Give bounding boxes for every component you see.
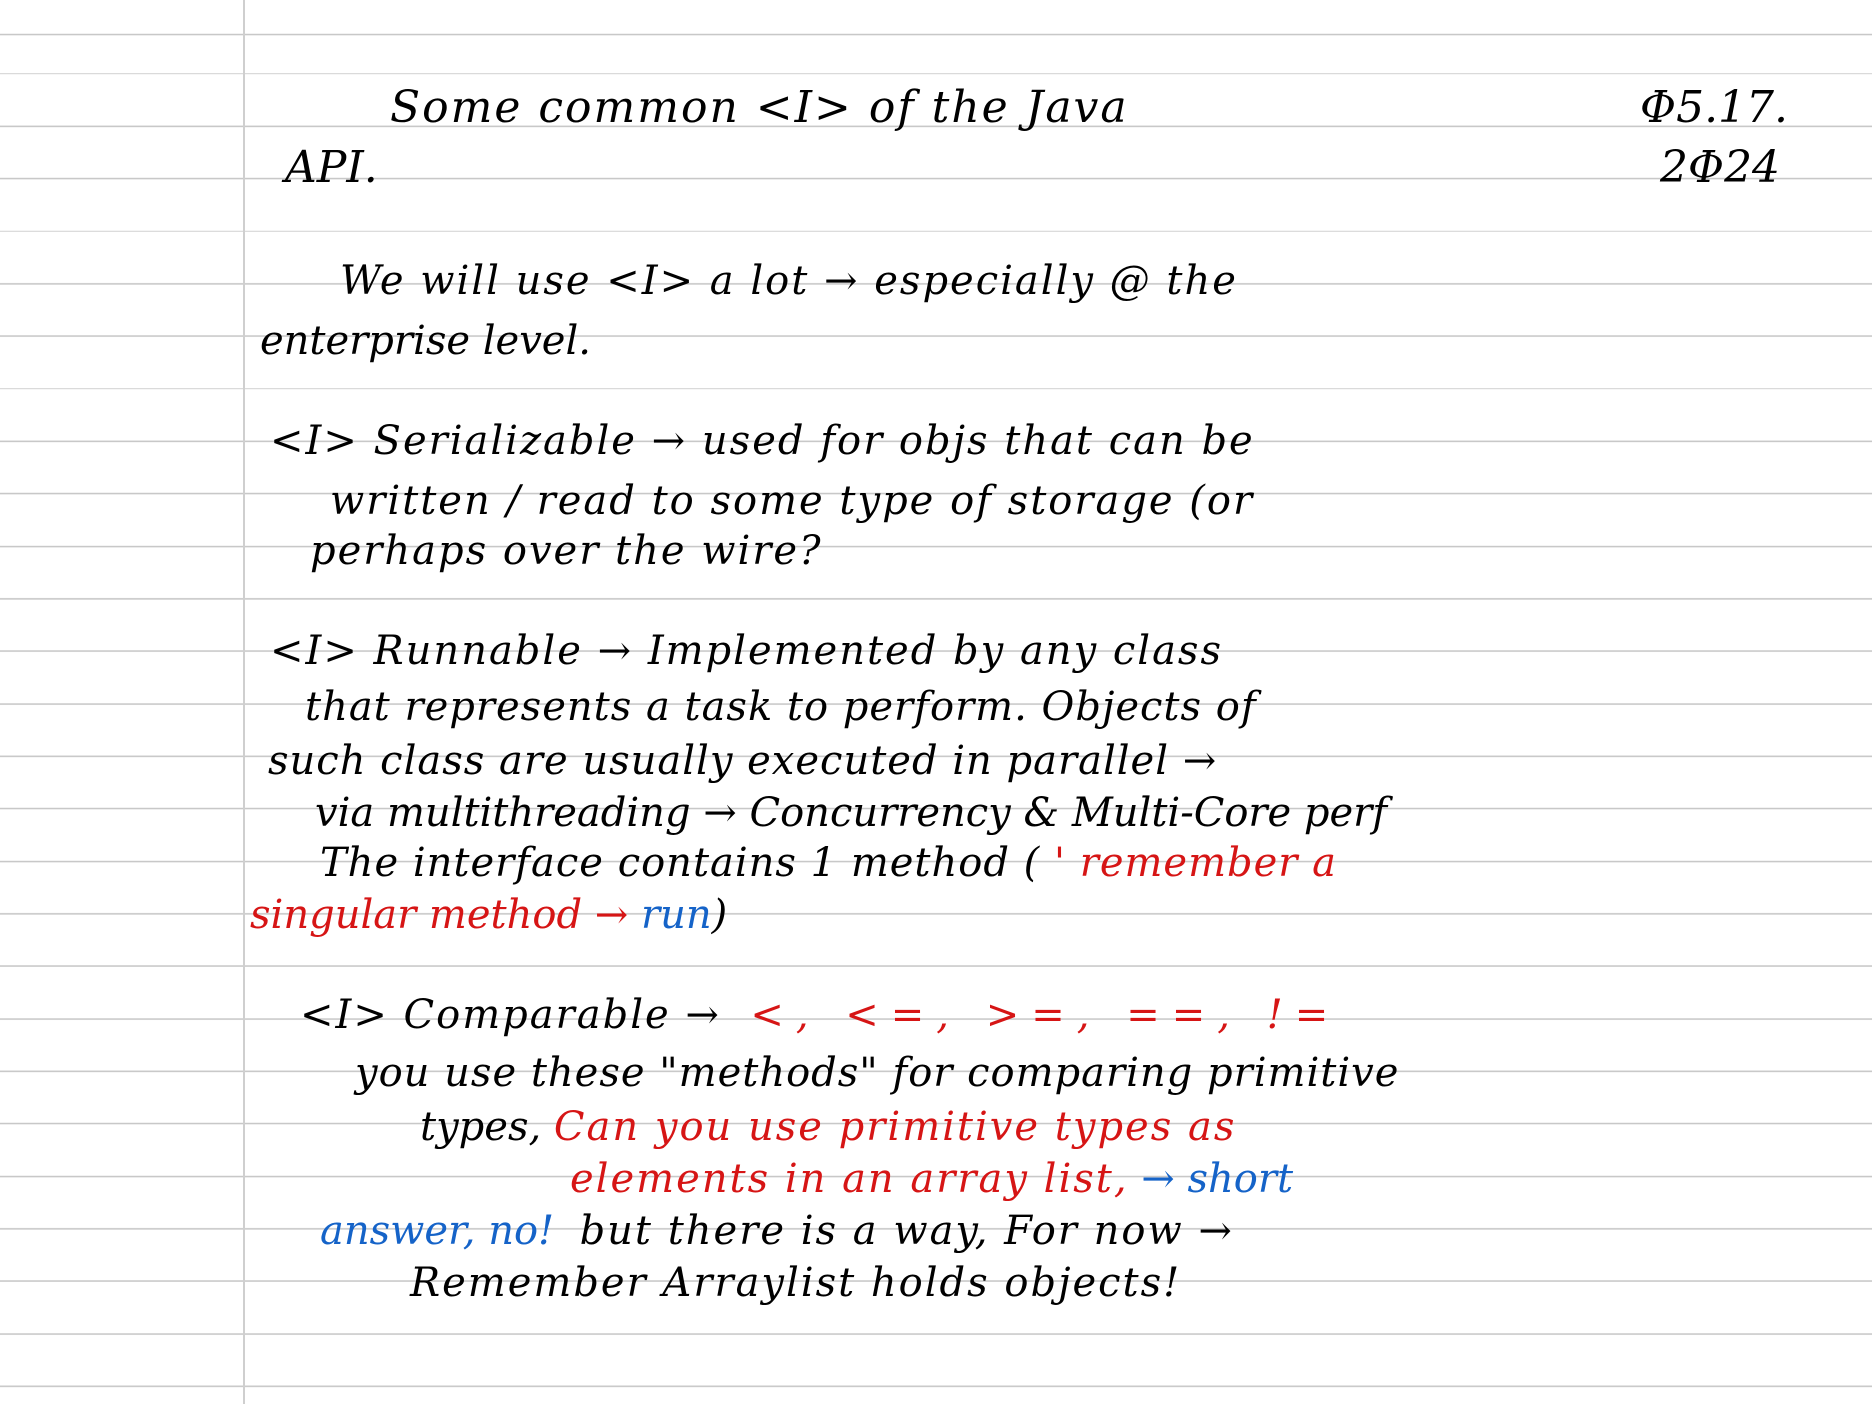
- runnable-line-2: that represents a task to perform. Objects of: [305, 684, 1257, 730]
- runnable-line-6-close: ): [711, 892, 728, 938]
- comparable-question-cont: elements in an array list,: [570, 1156, 1129, 1202]
- serializable-line-2: written / read to some type of storage (or: [330, 478, 1255, 524]
- runnable-line-6-method: run: [641, 892, 712, 938]
- runnable-line-5-text: The interface contains 1 method (: [320, 840, 1041, 886]
- comparable-line-6: Remember Arraylist holds objects!: [410, 1260, 1182, 1306]
- comparable-line-1: [300, 992, 1340, 1038]
- comparable-line-3: [420, 1104, 1236, 1150]
- runnable-line-1: <I> Runnable → Implemented by any class: [270, 628, 1223, 674]
- runnable-line-4: via multithreading → Concurrency & Multi-Core perf: [315, 790, 1388, 836]
- comparable-line-1-text: <I> Comparable →: [300, 992, 721, 1038]
- comparable-question: Can you use primitive types as: [553, 1104, 1237, 1150]
- runnable-line-3: such class are usually executed in parallel →: [268, 738, 1218, 784]
- comparable-line-3-text: types,: [420, 1104, 542, 1150]
- page-title: Some common <I> of the Java: [390, 82, 1129, 133]
- comparable-line-5: [320, 1208, 1234, 1254]
- comparable-answer-start: → short: [1141, 1156, 1294, 1202]
- serializable-line-1: <I> Serializable → used for objs that can be: [270, 418, 1255, 464]
- page-title-continued: API.: [285, 142, 378, 193]
- comparable-line-2: you use these "methods" for comparing primitive: [355, 1050, 1400, 1096]
- intro-line-2: enterprise level.: [260, 318, 591, 364]
- intro-line-1: We will use <I> a lot → especially @ the: [340, 258, 1238, 304]
- margin-line: [243, 0, 245, 1404]
- runnable-line-6: [250, 892, 727, 938]
- comparable-line-5-text: but there is a way, For now →: [579, 1208, 1234, 1254]
- serializable-line-3: perhaps over the wire?: [310, 528, 823, 574]
- runnable-line-6-note: singular method →: [250, 892, 629, 938]
- comparable-answer: answer, no!: [320, 1208, 555, 1254]
- runnable-line-5-note: ' remember a: [1053, 840, 1337, 886]
- runnable-line-5: [320, 840, 1337, 886]
- date-line-2: 2Φ24: [1660, 142, 1781, 193]
- comparable-operators: <, <=, >=, ==, !=: [750, 992, 1341, 1038]
- comparable-line-4: [570, 1156, 1293, 1202]
- date-line-1: Φ5.17.: [1640, 82, 1789, 133]
